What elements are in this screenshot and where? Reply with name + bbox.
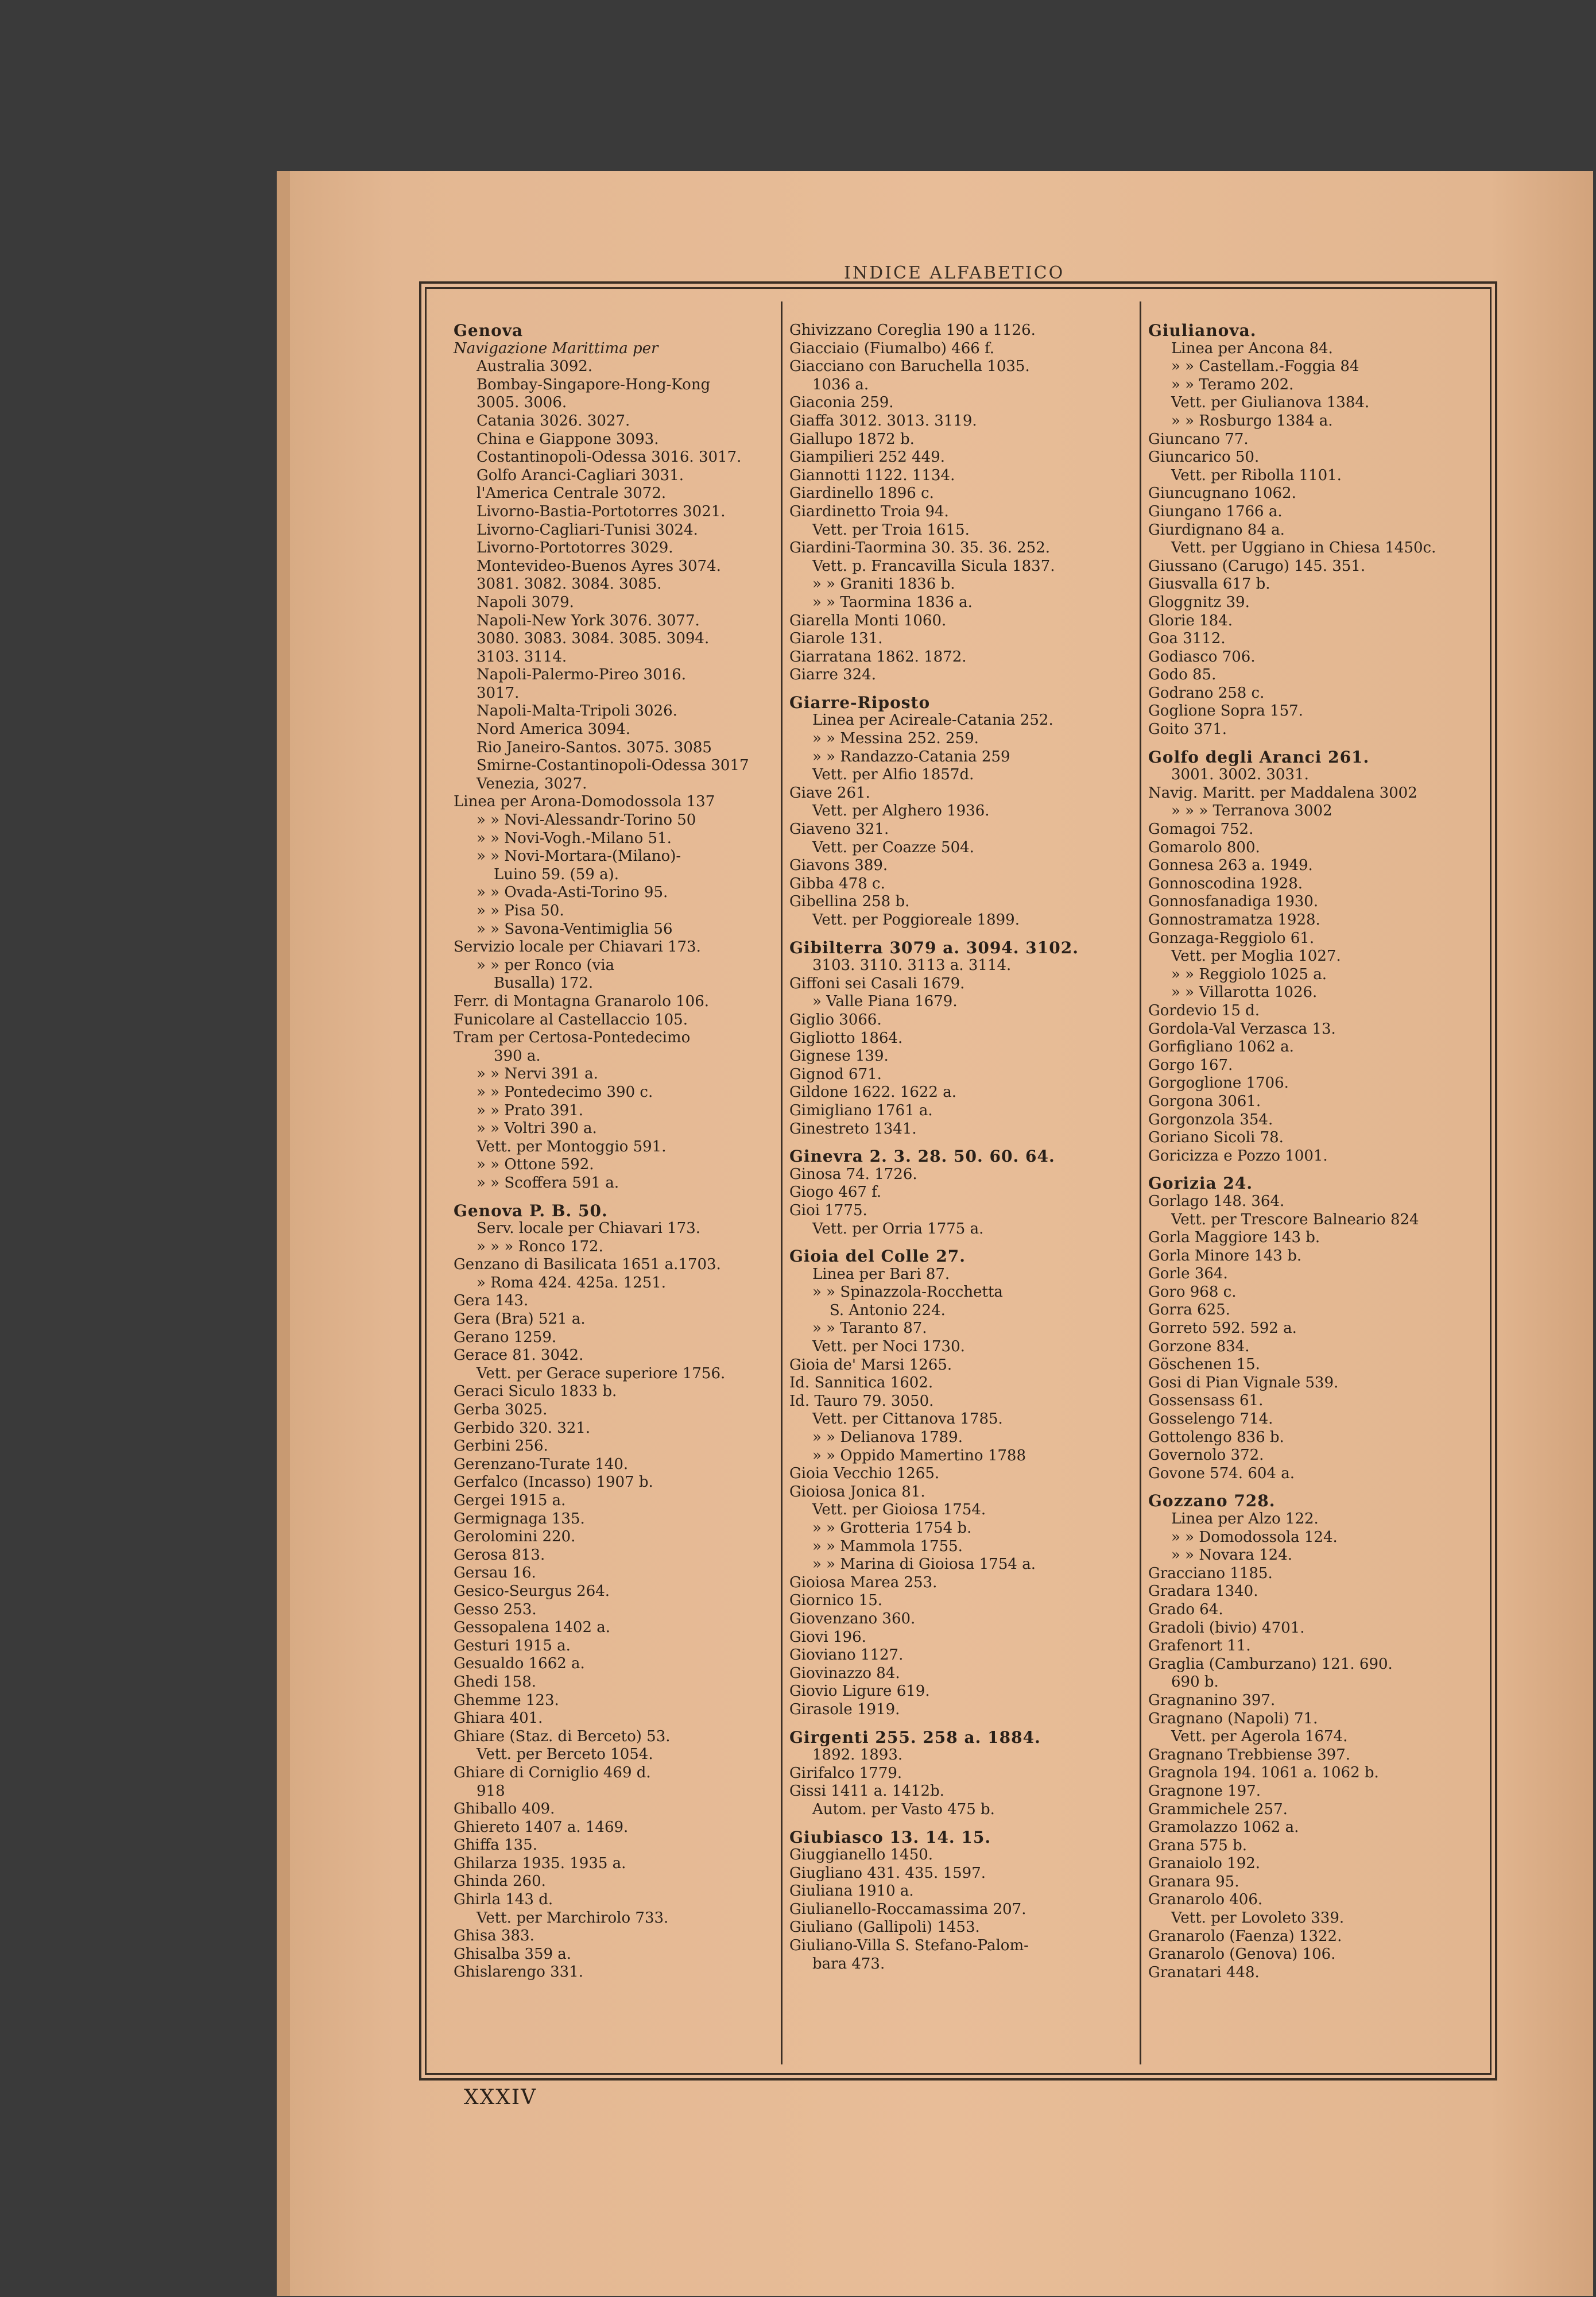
index-entry: Linea per Alzo 122. bbox=[1171, 1510, 1319, 1528]
index-entry: Gomarolo 800. bbox=[1148, 838, 1260, 856]
index-entry: Vett. p. Francavilla Sicula 1837. bbox=[812, 557, 1055, 575]
index-entry: Gesico-Seurgus 264. bbox=[454, 1582, 610, 1600]
index-entry: Gimigliano 1761 a. bbox=[789, 1101, 933, 1119]
index-heading: Girgenti 255. 258 a. 1884. bbox=[789, 1727, 1041, 1747]
index-entry: Gosi di Pian Vignale 539. bbox=[1148, 1374, 1339, 1391]
index-entry: Montevideo-Buenos Ayres 3074. bbox=[477, 557, 721, 575]
index-entry: Gioviano 1127. bbox=[789, 1646, 904, 1664]
index-entry: Ghiara 401. bbox=[454, 1710, 543, 1727]
index-entry: » » Villarotta 1026. bbox=[1171, 984, 1318, 1001]
index-entry: Linea per Bari 87. bbox=[812, 1265, 950, 1283]
index-entry: » » Taormina 1836 a. bbox=[812, 593, 973, 611]
index-entry: Giampilieri 252 449. bbox=[789, 448, 946, 466]
index-entry: Gragnano (Napoli) 71. bbox=[1148, 1710, 1318, 1727]
index-entry: Ghinda 260. bbox=[454, 1873, 546, 1890]
index-entry: » » Taranto 87. bbox=[812, 1320, 927, 1337]
index-entry: Catania 3026. 3027. bbox=[477, 412, 630, 430]
index-entry: Gerenzano-Turate 140. bbox=[454, 1455, 629, 1473]
index-entry: Goriano Sicoli 78. bbox=[1148, 1129, 1284, 1147]
index-entry: 3017. bbox=[477, 684, 520, 702]
index-entry: Giarole 131. bbox=[789, 630, 883, 648]
index-entry: Gorgonzola 354. bbox=[1148, 1111, 1273, 1128]
index-entry: Giuncugnano 1062. bbox=[1148, 485, 1296, 502]
index-entry: Ghirla 143 d. bbox=[454, 1891, 553, 1909]
index-entry: » » Voltri 390 a. bbox=[477, 1120, 597, 1138]
index-entry: S. Antonio 224. bbox=[830, 1301, 946, 1319]
index-entry: Vett. per Alfio 1857d. bbox=[812, 766, 974, 784]
index-entry: Gesso 253. bbox=[454, 1600, 537, 1618]
index-entry: » » » Terranova 3002 bbox=[1171, 802, 1332, 820]
index-entry: » » Pisa 50. bbox=[477, 902, 564, 919]
index-heading: Golfo degli Aranci 261. bbox=[1148, 747, 1370, 767]
index-entry: Linea per Ancona 84. bbox=[1171, 339, 1333, 357]
index-entry: Tram per Certosa-Pontedecimo bbox=[454, 1029, 691, 1047]
index-entry: Napoli-New York 3076. 3077. bbox=[477, 612, 700, 629]
index-entry: » » Novi-Vogh.-Milano 51. bbox=[477, 829, 672, 847]
index-entry: Glorie 184. bbox=[1148, 612, 1233, 629]
index-entry: » Roma 424. 425a. 1251. bbox=[477, 1274, 667, 1291]
index-entry: Geraci Siculo 1833 b. bbox=[454, 1383, 617, 1401]
index-entry: Gerano 1259. bbox=[454, 1328, 557, 1346]
index-entry: Giuncano 77. bbox=[1148, 430, 1249, 448]
index-entry: Gissi 1411 a. 1412b. bbox=[789, 1782, 944, 1800]
index-entry: Gordevio 15 d. bbox=[1148, 1001, 1260, 1019]
spacer bbox=[1148, 739, 1481, 748]
index-entry: Giacciaio (Fiumalbo) 466 f. bbox=[789, 339, 995, 357]
index-entry: Giovenzano 360. bbox=[789, 1610, 916, 1627]
index-entry: » » Castellam.-Foggia 84 bbox=[1171, 358, 1359, 376]
index-entry: Ghivizzano Coreglia 190 a 1126. bbox=[789, 322, 1036, 339]
index-entry: Vett. per Ribolla 1101. bbox=[1171, 466, 1342, 484]
index-entry: Gibba 478 c. bbox=[789, 875, 885, 892]
index-entry: Giussano (Carugo) 145. 351. bbox=[1148, 557, 1366, 575]
index-entry: Giglio 3066. bbox=[789, 1011, 882, 1028]
index-entry: Gosselengo 714. bbox=[1148, 1410, 1273, 1428]
index-entry: Gesualdo 1662 a. bbox=[454, 1655, 585, 1673]
index-heading: Giulianova. bbox=[1148, 321, 1257, 340]
index-entry: Godo 85. bbox=[1148, 666, 1217, 684]
index-entry: Giuncarico 50. bbox=[1148, 448, 1260, 466]
index-entry: Goricizza e Pozzo 1001. bbox=[1148, 1147, 1328, 1165]
index-entry: Giulianello-Roccamassima 207. bbox=[789, 1900, 1026, 1918]
spacer bbox=[789, 930, 1134, 939]
index-entry: Vett. per Marchirolo 733. bbox=[477, 1909, 669, 1927]
index-entry: » » Scoffera 591 a. bbox=[477, 1174, 619, 1192]
index-entry: Rio Janeiro-Santos. 3075. 3085 bbox=[477, 738, 712, 756]
index-entry: Giuliano (Gallipoli) 1453. bbox=[789, 1919, 980, 1936]
index-entry: Gradara 1340. bbox=[1148, 1583, 1258, 1600]
index-entry: Giugliano 431. 435. 1597. bbox=[789, 1864, 986, 1882]
index-entry: Goro 968 c. bbox=[1148, 1283, 1237, 1301]
index-entry: Giuggianello 1450. bbox=[789, 1846, 933, 1864]
index-entry: Gera (Bra) 521 a. bbox=[454, 1310, 586, 1328]
index-entry: » » Novara 124. bbox=[1171, 1546, 1293, 1564]
index-entry: Gonzaga-Reggiolo 61. bbox=[1148, 929, 1315, 947]
index-entry: Gersau 16. bbox=[454, 1564, 536, 1582]
index-entry: » » Rosburgo 1384 a. bbox=[1171, 412, 1333, 430]
index-heading: Gozzano 728. bbox=[1148, 1491, 1276, 1511]
index-entry: Smirne-Costantinopoli-Odessa 3017 bbox=[477, 757, 749, 775]
index-entry: Id. Sannitica 1602. bbox=[789, 1374, 933, 1392]
index-entry: Gibellina 258 b. bbox=[789, 893, 910, 911]
index-entry: Gonnoscodina 1928. bbox=[1148, 875, 1303, 892]
index-entry: 3001. 3002. 3031. bbox=[1171, 766, 1309, 784]
index-entry: » » Spinazzola-Rocchetta bbox=[812, 1283, 1003, 1301]
index-entry: Gradoli (bivio) 4701. bbox=[1148, 1619, 1305, 1637]
index-entry: Vett. per Coazze 504. bbox=[812, 838, 974, 856]
index-entry: Gonnostramatza 1928. bbox=[1148, 911, 1320, 929]
index-entry: Germignaga 135. bbox=[454, 1510, 585, 1528]
index-entry: bara 473. bbox=[812, 1955, 885, 1973]
index-entry: Gera 143. bbox=[454, 1292, 529, 1310]
index-entry: Godiasco 706. bbox=[1148, 648, 1256, 666]
index-entry: Vett. per Trescore Balneario 824 bbox=[1171, 1211, 1419, 1228]
index-entry: Giovi 196. bbox=[789, 1628, 866, 1646]
index-entry: Ghiare (Staz. di Berceto) 53. bbox=[454, 1727, 671, 1745]
index-entry: Goito 371. bbox=[1148, 721, 1227, 738]
index-entry: » » Nervi 391 a. bbox=[477, 1065, 598, 1083]
index-entry: Gioia de' Marsi 1265. bbox=[789, 1356, 952, 1374]
index-entry: Giallupo 1872 b. bbox=[789, 430, 915, 448]
spacer bbox=[1148, 1165, 1481, 1174]
index-entry: » » Pontedecimo 390 c. bbox=[477, 1083, 653, 1101]
index-entry: Servizio locale per Chiavari 173. bbox=[454, 938, 701, 956]
index-entry: » » Novi-Alessandr-Torino 50 bbox=[477, 811, 696, 829]
index-entry: Gottolengo 836 b. bbox=[1148, 1428, 1284, 1446]
index-entry: 1892. 1893. bbox=[812, 1746, 903, 1764]
index-entry: Linea per Arona-Domodossola 137 bbox=[454, 793, 715, 811]
index-entry: Vett. per Agerola 1674. bbox=[1171, 1728, 1348, 1746]
index-entry: Busalla) 172. bbox=[494, 975, 594, 992]
index-entry: Ghisalba 359 a. bbox=[454, 1945, 572, 1963]
index-entry: Gorzone 834. bbox=[1148, 1337, 1250, 1355]
index-entry: » » Reggiolo 1025 a. bbox=[1171, 965, 1327, 983]
index-column-3 bbox=[1148, 322, 1481, 1982]
index-entry: Grado 64. bbox=[1148, 1600, 1223, 1618]
index-entry: » » » Ronco 172. bbox=[477, 1238, 603, 1255]
index-entry: Giffoni sei Casali 1679. bbox=[789, 975, 965, 992]
index-entry: Granarolo (Genova) 106. bbox=[1148, 1946, 1336, 1963]
index-entry: Gragnano Trebbiense 397. bbox=[1148, 1746, 1351, 1764]
index-entry: » » Graniti 1836 b. bbox=[812, 575, 955, 593]
index-heading: Ginevra 2. 3. 28. 50. 60. 64. bbox=[789, 1147, 1055, 1166]
index-entry: » » per Ronco (via bbox=[477, 956, 615, 974]
index-entry: Giusvalla 617 b. bbox=[1148, 575, 1270, 593]
index-entry: Gioiosa Marea 253. bbox=[789, 1573, 938, 1591]
index-heading: Gioia del Colle 27. bbox=[789, 1247, 966, 1266]
index-entry: Giacciano con Baruchella 1035. bbox=[789, 358, 1030, 376]
index-entry: Ginestreto 1341. bbox=[789, 1120, 917, 1138]
index-entry: Napoli 3079. bbox=[477, 593, 574, 611]
index-entry: 690 b. bbox=[1171, 1673, 1219, 1691]
spacer bbox=[789, 1819, 1134, 1828]
index-entry: » » Messina 252. 259. bbox=[812, 730, 979, 748]
index-entry: Vett. per Cittanova 1785. bbox=[812, 1410, 1003, 1428]
index-entry: Gigliotto 1864. bbox=[789, 1029, 903, 1047]
index-entry: Ghemme 123. bbox=[454, 1691, 559, 1709]
index-entry: Gorla Maggiore 143 b. bbox=[1148, 1229, 1320, 1247]
index-entry: Navigazione Marittima per bbox=[454, 339, 658, 357]
index-entry: 3103. 3110. 3113 a. 3114. bbox=[812, 957, 1012, 975]
index-entry: Ghiereto 1407 a. 1469. bbox=[454, 1818, 629, 1836]
index-entry: Gorfigliano 1062 a. bbox=[1148, 1038, 1294, 1056]
index-entry: Giurdignano 84 a. bbox=[1148, 521, 1285, 539]
index-entry: Giaconia 259. bbox=[789, 394, 894, 412]
index-entry: Ferr. di Montagna Granarolo 106. bbox=[454, 992, 710, 1010]
index-entry: Gramolazzo 1062 a. bbox=[1148, 1819, 1299, 1836]
index-entry: Gragnola 194. 1061 a. 1062 b. bbox=[1148, 1764, 1379, 1782]
index-entry: Gignese 139. bbox=[789, 1047, 889, 1065]
index-entry: Livorno-Cagliari-Tunisi 3024. bbox=[477, 521, 698, 539]
index-entry: Bombay-Singapore-Hong-Kong bbox=[477, 376, 711, 393]
index-entry: Gioia Vecchio 1265. bbox=[789, 1465, 940, 1483]
index-entry: » » Novi-Mortara-(Milano)- bbox=[477, 848, 681, 865]
index-entry: Vett. per Alghero 1936. bbox=[812, 802, 990, 820]
column-divider bbox=[1140, 301, 1141, 2064]
index-entry: Gessopalena 1402 a. bbox=[454, 1619, 611, 1637]
index-entry: Grammichele 257. bbox=[1148, 1800, 1288, 1818]
index-entry: Vett. per Giulianova 1384. bbox=[1171, 394, 1370, 412]
index-entry: Girifalco 1779. bbox=[789, 1764, 902, 1782]
index-entry: Gerfalco (Incasso) 1907 b. bbox=[454, 1474, 653, 1491]
index-entry: Gonnesa 263 a. 1949. bbox=[1148, 857, 1313, 875]
index-entry: Gorlago 148. 364. bbox=[1148, 1192, 1285, 1210]
index-entry: Giarre 324. bbox=[789, 666, 876, 684]
index-entry: Napoli-Malta-Tripoli 3026. bbox=[477, 702, 677, 720]
spacer bbox=[789, 685, 1134, 694]
index-entry: Gracciano 1185. bbox=[1148, 1564, 1273, 1582]
index-entry: Gordola-Val Verzasca 13. bbox=[1148, 1020, 1336, 1038]
index-entry: Gloggnitz 39. bbox=[1148, 593, 1250, 611]
index-entry: Giardinetto Troia 94. bbox=[789, 502, 949, 520]
index-entry: Autom. per Vasto 475 b. bbox=[812, 1800, 995, 1818]
index-entry: Giannotti 1122. 1134. bbox=[789, 466, 955, 484]
index-entry: Venezia, 3027. bbox=[477, 775, 587, 792]
index-entry: Giornico 15. bbox=[789, 1592, 883, 1610]
index-entry: Granaiolo 192. bbox=[1148, 1855, 1261, 1873]
index-column-2 bbox=[789, 322, 1134, 1973]
column-divider bbox=[781, 301, 782, 2064]
spacer bbox=[454, 1193, 775, 1202]
index-entry: » » Delianova 1789. bbox=[812, 1429, 963, 1447]
index-entry: Granarolo (Faenza) 1322. bbox=[1148, 1927, 1342, 1945]
index-entry: Granara 95. bbox=[1148, 1873, 1239, 1890]
page-header: INDICE ALFABETICO bbox=[844, 263, 1065, 283]
index-entry: Gerbido 320. 321. bbox=[454, 1419, 591, 1437]
index-heading: Gorizia 24. bbox=[1148, 1174, 1253, 1193]
index-entry: Giarella Monti 1060. bbox=[789, 612, 947, 629]
spacer bbox=[789, 1138, 1134, 1147]
index-entry: 1036 a. bbox=[812, 376, 869, 393]
index-heading: Gibilterra 3079 a. 3094. 3102. bbox=[789, 938, 1079, 957]
index-heading: Genova P. B. 50. bbox=[454, 1201, 608, 1220]
index-entry: Vett. per Berceto 1054. bbox=[477, 1746, 653, 1764]
index-entry: Gragnone 197. bbox=[1148, 1782, 1261, 1800]
index-entry: Ghislarengo 331. bbox=[454, 1963, 584, 1981]
index-entry: Giavons 389. bbox=[789, 857, 888, 875]
index-entry: » » Ovada-Asti-Torino 95. bbox=[477, 884, 668, 902]
index-entry: Ginosa 74. 1726. bbox=[789, 1165, 917, 1183]
index-entry: Gesturi 1915 a. bbox=[454, 1637, 571, 1654]
index-entry: Gorgona 3061. bbox=[1148, 1092, 1261, 1110]
index-entry: » » Ottone 592. bbox=[477, 1156, 594, 1174]
index-entry: Gorle 364. bbox=[1148, 1265, 1228, 1283]
index-entry: Livorno-Portotorres 3029. bbox=[477, 539, 673, 557]
index-entry: Giaffa 3012. 3013. 3119. bbox=[789, 412, 977, 430]
index-entry: Livorno-Bastia-Portotorres 3021. bbox=[477, 502, 726, 520]
index-entry: Giarratana 1862. 1872. bbox=[789, 648, 967, 666]
index-entry: China e Giappone 3093. bbox=[477, 430, 659, 448]
index-entry: Giardini-Taormina 30. 35. 36. 252. bbox=[789, 539, 1051, 557]
index-entry: Gerba 3025. bbox=[454, 1401, 548, 1419]
index-entry: Granarolo 406. bbox=[1148, 1891, 1263, 1909]
index-entry: 390 a. bbox=[494, 1047, 541, 1065]
index-entry: Funicolare al Castellaccio 105. bbox=[454, 1011, 688, 1028]
index-entry: Goglione Sopra 157. bbox=[1148, 702, 1303, 720]
index-entry: Ghiare di Corniglio 469 d. bbox=[454, 1764, 651, 1781]
index-entry: Granatari 448. bbox=[1148, 1963, 1260, 1981]
index-heading: Genova bbox=[454, 321, 524, 340]
index-entry: Gorreto 592. 592 a. bbox=[1148, 1320, 1297, 1337]
index-entry: Vett. per Noci 1730. bbox=[812, 1338, 965, 1356]
index-entry: Gioi 1775. bbox=[789, 1201, 867, 1219]
index-entry: Vett. per Moglia 1027. bbox=[1171, 948, 1341, 965]
spacer bbox=[1148, 1483, 1481, 1492]
index-entry: Navig. Maritt. per Maddalena 3002 bbox=[1148, 784, 1417, 802]
index-entry: Gragnanino 397. bbox=[1148, 1691, 1276, 1709]
index-entry: 3103. 3114. bbox=[477, 648, 567, 666]
index-entry: Giuliano-Villa S. Stefano-Palom- bbox=[789, 1937, 1029, 1955]
index-entry: Godrano 258 c. bbox=[1148, 684, 1265, 702]
index-entry: Gossensass 61. bbox=[1148, 1392, 1264, 1410]
index-entry: » Valle Piana 1679. bbox=[812, 993, 958, 1011]
index-entry: Linea per Acireale-Catania 252. bbox=[812, 711, 1053, 729]
index-entry: Grafenort 11. bbox=[1148, 1637, 1251, 1655]
index-entry: 3005. 3006. bbox=[477, 394, 567, 412]
index-entry: Vett. per Orria 1775 a. bbox=[812, 1220, 984, 1238]
index-entry: Vett. per Uggiano in Chiesa 1450c. bbox=[1171, 539, 1436, 557]
index-entry: Vett. per Gioiosa 1754. bbox=[812, 1501, 986, 1519]
index-heading: Giubiasco 13. 14. 15. bbox=[789, 1827, 991, 1847]
index-entry: Graglia (Camburzano) 121. 690. bbox=[1148, 1655, 1393, 1673]
index-entry: » » Prato 391. bbox=[477, 1101, 584, 1119]
spacer bbox=[789, 1719, 1134, 1728]
index-entry: » » Marina di Gioiosa 1754 a. bbox=[812, 1556, 1036, 1573]
index-entry: Gioiosa Jonica 81. bbox=[789, 1483, 925, 1501]
index-entry: » » Savona-Ventimiglia 56 bbox=[477, 920, 673, 938]
index-entry: Goa 3112. bbox=[1148, 630, 1226, 648]
index-entry: Giovio Ligure 619. bbox=[789, 1683, 930, 1700]
index-entry: » » Teramo 202. bbox=[1171, 376, 1294, 393]
index-entry: Vett. per Lovoleto 339. bbox=[1171, 1909, 1345, 1927]
index-entry: Giogo 467 f. bbox=[789, 1184, 882, 1201]
index-entry: Gonnosfanadiga 1930. bbox=[1148, 893, 1319, 911]
index-entry: Vett. per Montoggio 591. bbox=[477, 1138, 667, 1155]
index-entry: Ghedi 158. bbox=[454, 1673, 537, 1691]
index-entry: Genzano di Basilicata 1651 a.1703. bbox=[454, 1256, 721, 1274]
index-entry: Luino 59. (59 a). bbox=[494, 865, 619, 883]
index-entry: Ghilarza 1935. 1935 a. bbox=[454, 1854, 626, 1872]
index-entry: Gerace 81. 3042. bbox=[454, 1347, 584, 1364]
index-entry: Gorra 625. bbox=[1148, 1301, 1230, 1319]
index-entry: » » Oppido Mamertino 1788 bbox=[812, 1447, 1026, 1464]
index-entry: Giuliana 1910 a. bbox=[789, 1882, 914, 1900]
index-entry: Vett. per Gerace superiore 1756. bbox=[477, 1364, 726, 1382]
index-entry: Gergei 1915 a. bbox=[454, 1492, 566, 1509]
index-entry: 3081. 3082. 3084. 3085. bbox=[477, 575, 662, 593]
index-heading: Giarre-Riposto bbox=[789, 693, 931, 712]
index-entry: Giaveno 321. bbox=[789, 821, 889, 838]
index-entry: Nord America 3094. bbox=[477, 721, 631, 738]
index-entry: » » Domodossola 124. bbox=[1171, 1528, 1338, 1546]
index-entry: 918 bbox=[477, 1782, 505, 1800]
index-entry: Gorla Minore 143 b. bbox=[1148, 1247, 1302, 1264]
index-entry: Vett. per Troia 1615. bbox=[812, 521, 970, 539]
index-entry: 3080. 3083. 3084. 3085. 3094. bbox=[477, 630, 710, 648]
index-entry: l'America Centrale 3072. bbox=[477, 485, 667, 502]
index-entry: Girasole 1919. bbox=[789, 1700, 900, 1718]
index-entry: Costantinopoli-Odessa 3016. 3017. bbox=[477, 448, 742, 466]
index-entry: Gildone 1622. 1622 a. bbox=[789, 1084, 956, 1101]
index-entry: Serv. locale per Chiavari 173. bbox=[477, 1220, 701, 1238]
index-entry: Napoli-Palermo-Pireo 3016. bbox=[477, 666, 686, 684]
index-entry: Giungano 1766 a. bbox=[1148, 502, 1283, 520]
spacer bbox=[789, 1238, 1134, 1247]
index-entry: Gomagoi 752. bbox=[1148, 821, 1254, 838]
index-entry: Gorgo 167. bbox=[1148, 1056, 1233, 1074]
index-entry: » » Mammola 1755. bbox=[812, 1537, 963, 1555]
index-entry: Ghiballo 409. bbox=[454, 1800, 555, 1818]
index-column-1 bbox=[454, 322, 775, 1982]
index-entry: Governolo 372. bbox=[1148, 1447, 1264, 1464]
index-entry: Gignod 671. bbox=[789, 1065, 882, 1083]
index-entry: Gorgoglione 1706. bbox=[1148, 1074, 1289, 1092]
page-number: XXXIV bbox=[464, 2086, 537, 2109]
index-entry: Giardinello 1896 c. bbox=[789, 485, 934, 502]
index-entry: Australia 3092. bbox=[477, 358, 593, 376]
index-entry: Vett. per Poggioreale 1899. bbox=[812, 911, 1020, 929]
index-entry: Göschenen 15. bbox=[1148, 1356, 1260, 1374]
index-entry: Id. Tauro 79. 3050. bbox=[789, 1392, 934, 1410]
index-entry: Gerolomini 220. bbox=[454, 1528, 576, 1546]
index-entry: Grana 575 b. bbox=[1148, 1836, 1248, 1854]
index-entry: Ghiffa 135. bbox=[454, 1836, 537, 1854]
index-entry: Gerosa 813. bbox=[454, 1546, 545, 1564]
index-entry: Giave 261. bbox=[789, 784, 870, 802]
index-entry: Ghisa 383. bbox=[454, 1927, 534, 1945]
index-entry: » » Randazzo-Catania 259 bbox=[812, 748, 1010, 765]
index-entry: » » Grotteria 1754 b. bbox=[812, 1519, 972, 1537]
index-entry: Gerbini 256. bbox=[454, 1437, 548, 1455]
index-entry: Govone 574. 604 a. bbox=[1148, 1464, 1295, 1482]
index-entry: Giovinazzo 84. bbox=[789, 1664, 900, 1682]
index-entry: Golfo Aranci-Cagliari 3031. bbox=[477, 466, 684, 484]
